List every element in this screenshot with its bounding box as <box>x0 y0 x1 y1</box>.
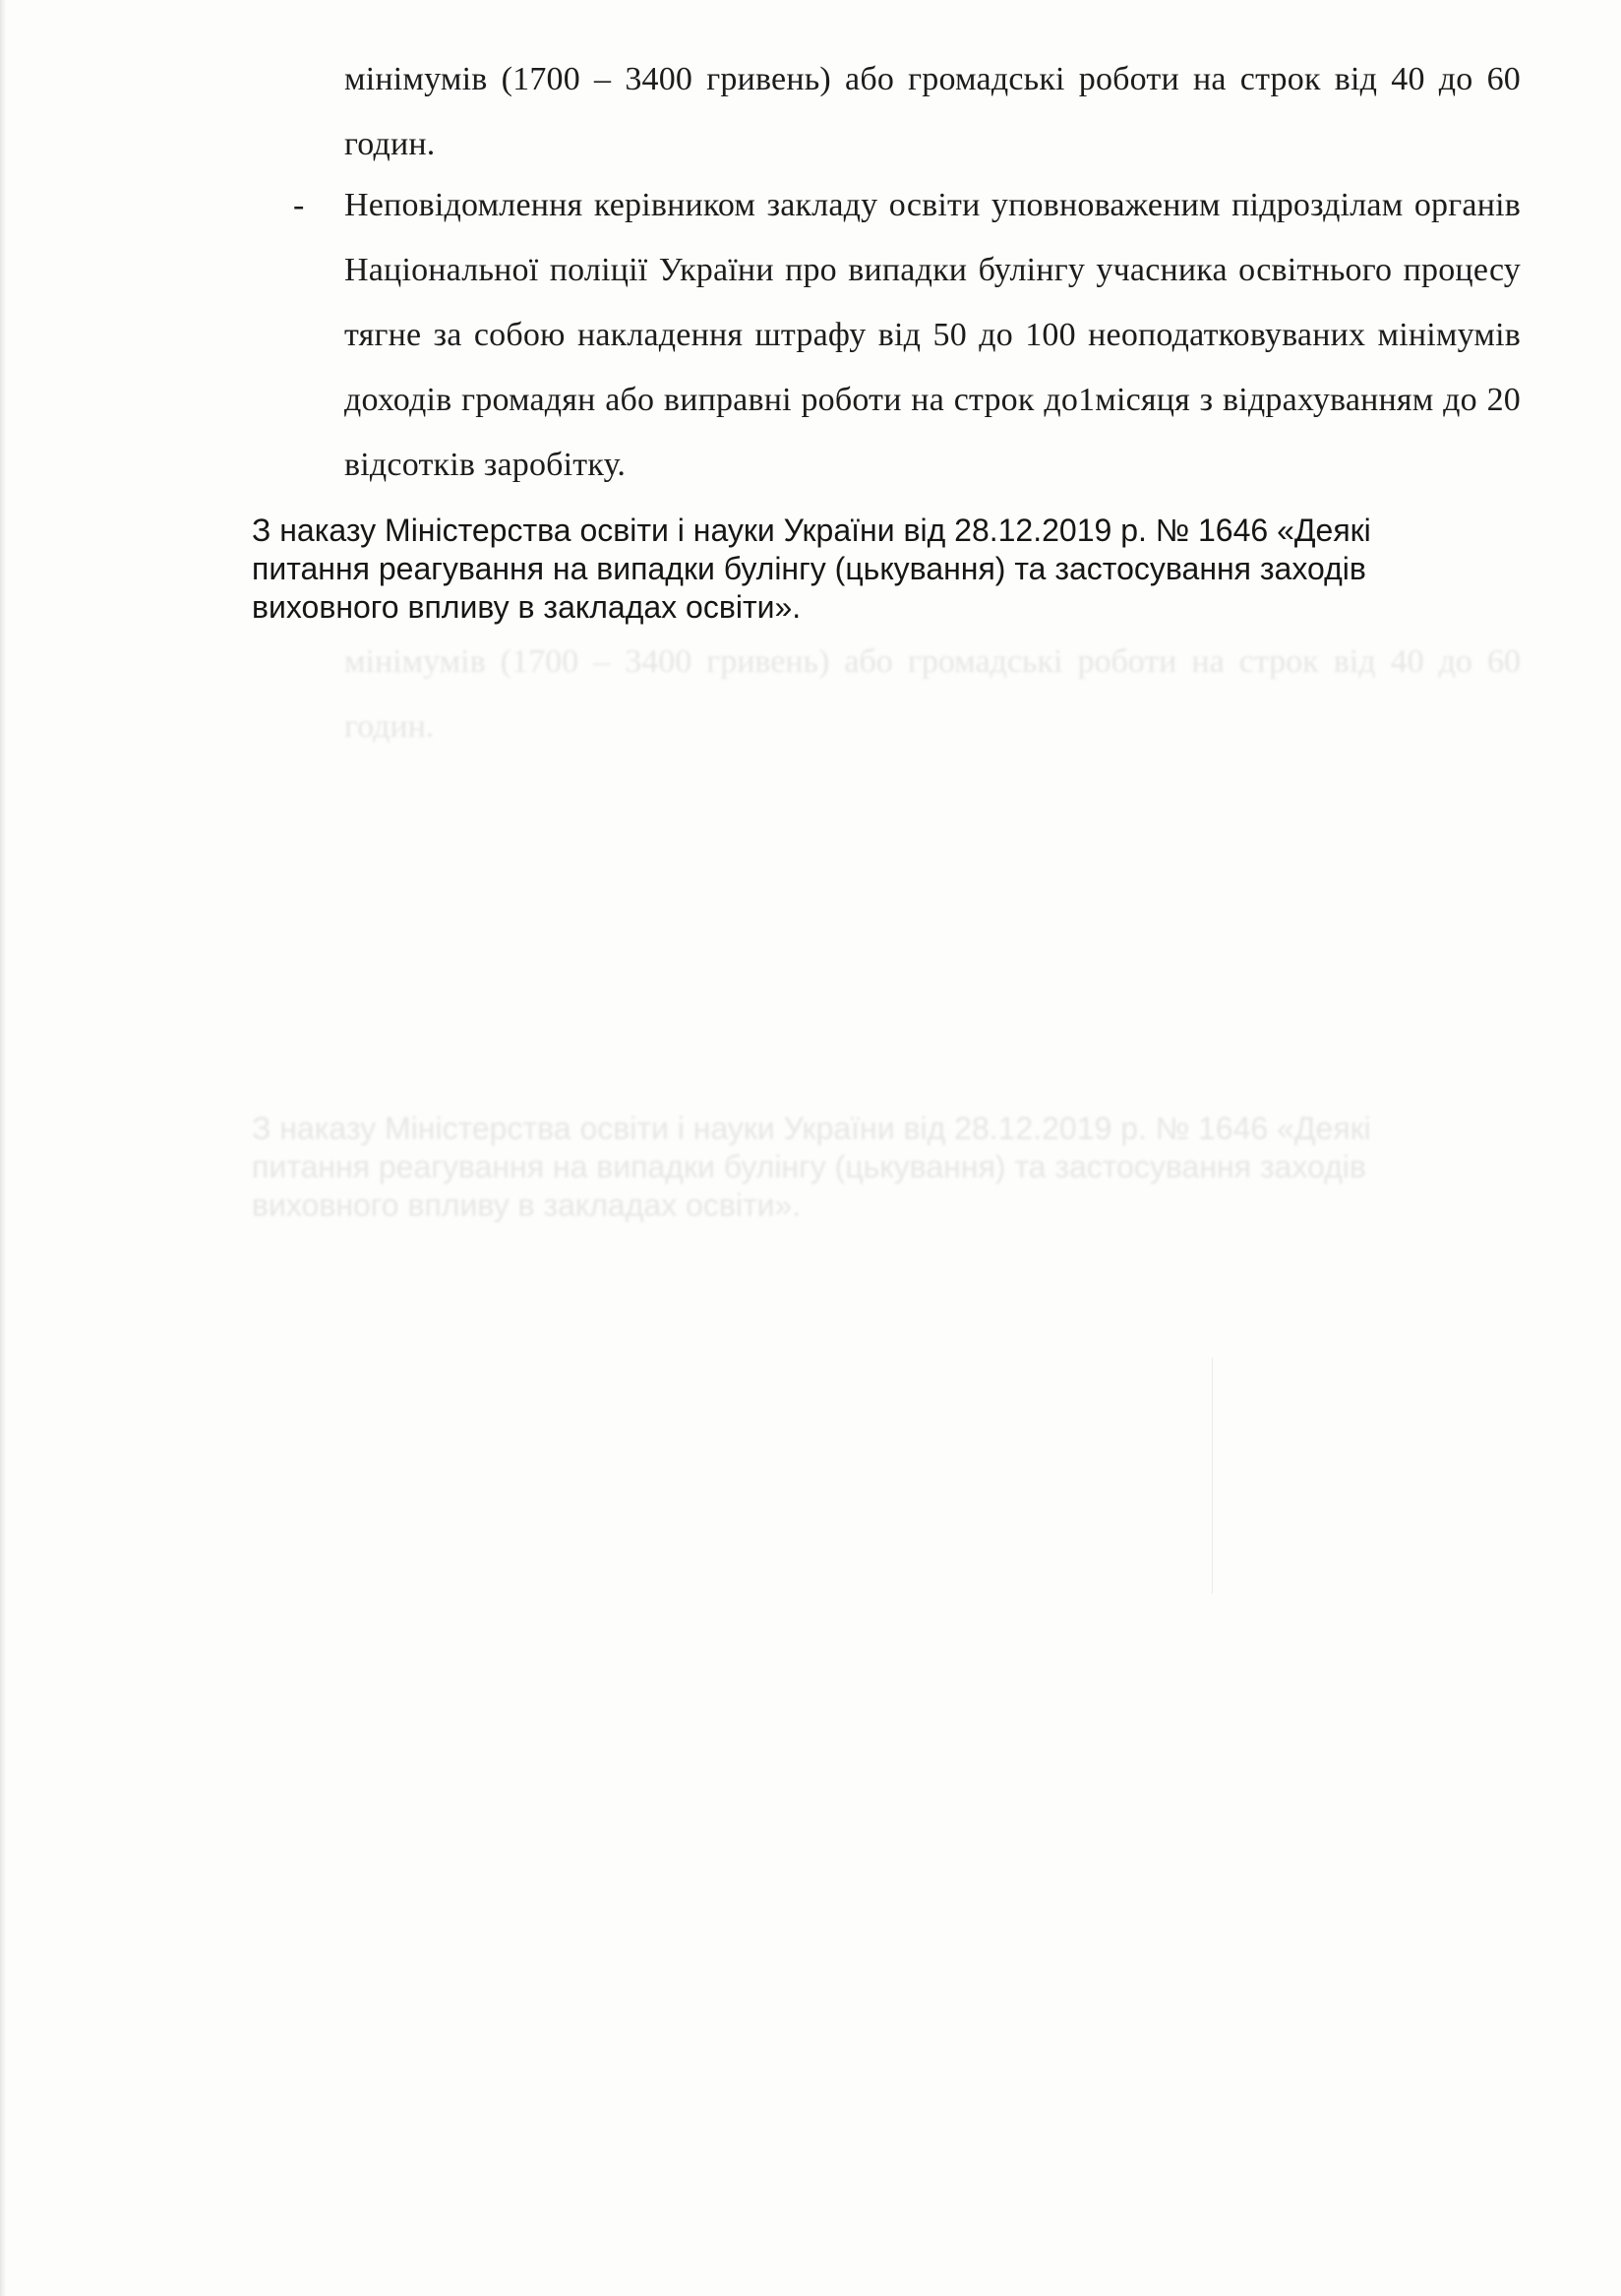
order-note-line: виховного впливу в закладах освіти». <box>252 589 802 625</box>
scan-edge-shadow <box>0 0 6 2296</box>
continuation-paragraph: мінімумів (1700 – 3400 гривень) або громадські роботи на строк від 40 до 60 годин. <box>344 61 1521 162</box>
order-note-line: З наказу Міністерства освіти і науки України від 28.12.2019 р. № 1646 «Деякі <box>252 513 1371 548</box>
order-reference-note <box>252 512 1521 627</box>
bleed-through-note: З наказу Міністерства освіти і науки України від 28.12.2019 р. № 1646 «Деякі питання реагування на випадки булінгу (цькування) та застосування заходів виховного впливу в закладах освіти». <box>252 1111 1371 1223</box>
order-note-line: питання реагування на випадки булінгу (цькування) та застосування заходів <box>252 551 1366 586</box>
bullet-paragraph: Неповідомлення керівником закладу освіти уповноваженим підрозділам органів Національної поліції України про випадки булінгу учасника освітнього процесу тягне за собою накладення штрафу від 50 до 100 неоподатковуваних мінімумів доходів громадян або виправні роботи на строк до1місяця з відрахуванням до 20 відсотків заробітку. <box>344 187 1521 483</box>
scan-artifact-line <box>1212 1358 1213 1594</box>
bullet-dash: - <box>293 187 305 223</box>
bleed-through-text: мінімумів (1700 – 3400 гривень) або громадські роботи на строк від 40 до 60 годин. <box>344 643 1521 745</box>
